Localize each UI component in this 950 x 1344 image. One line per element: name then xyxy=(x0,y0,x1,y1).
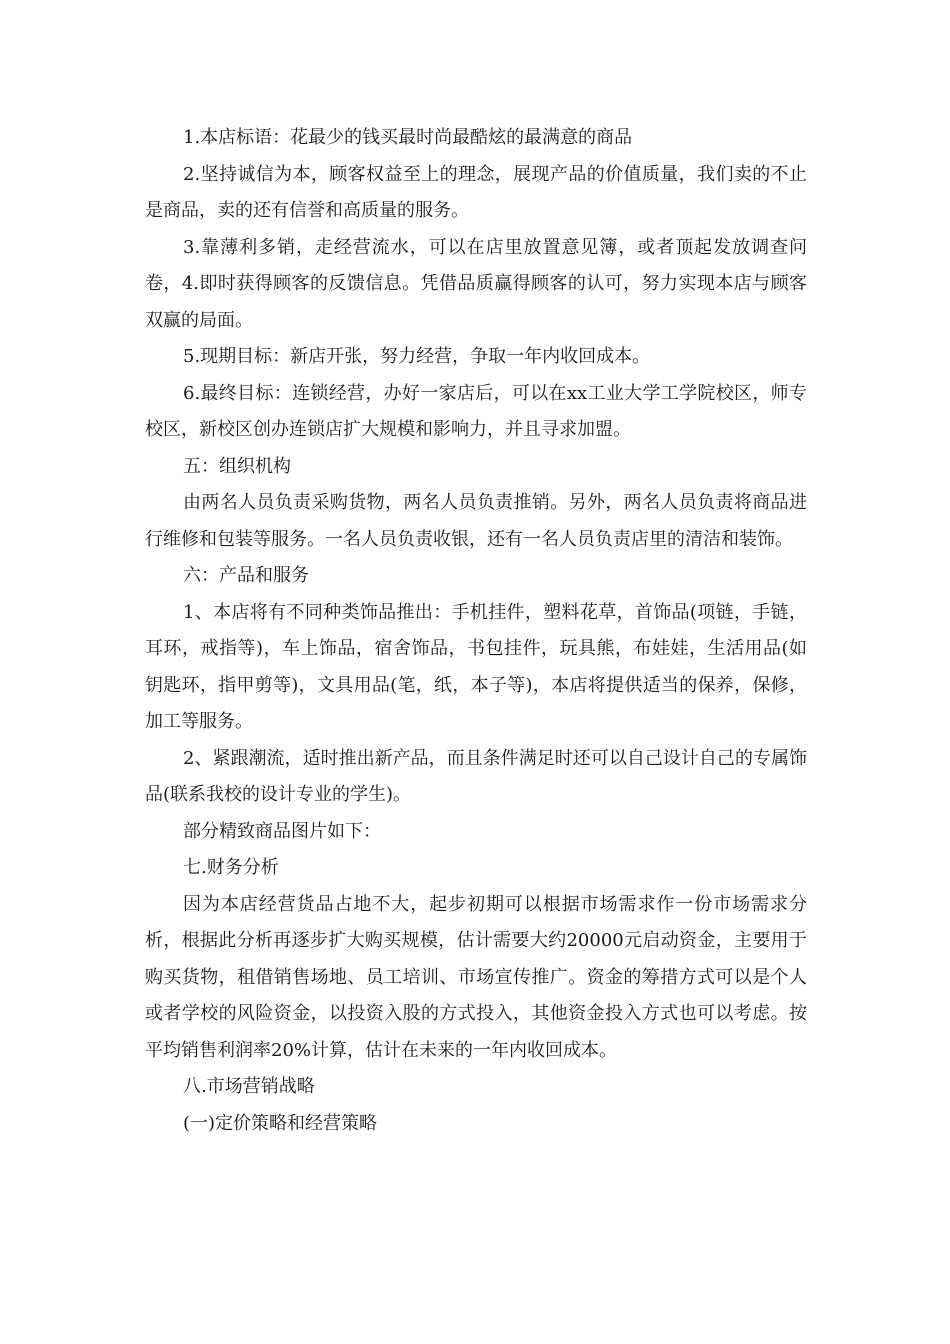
section-heading-organization: 五：组织机构 xyxy=(183,455,291,477)
paragraph-finance: 因为本店经营货品占地不大，起步初期可以根据市场需求作一份市场需求分析，根据此分析再逐步扩大购买规模，估计需要大约20000元启动资金，主要用于购买货物，租借销售场地、员工培训、市场宣传推广。资金的筹措方式可以是个人或者学校的风险资金，以投资入股的方式投入，其他资金投入方式也可以考虑。按平均销售利润率20%计算，估计在未来的一年内收回成本。 xyxy=(145,893,807,1061)
section-heading-finance: 七.财务分析 xyxy=(183,857,279,878)
subsection-heading-pricing: (一)定价策略和经营策略 xyxy=(183,1112,378,1134)
paragraph-feedback: 3.靠薄利多销，走经营流水，可以在店里放置意见簿，或者顶起发放调查问卷，4.即时获得顾客的反馈信息。凭借品质赢得顾客的认可，努力实现本店与顾客双赢的局面。 xyxy=(145,236,807,331)
paragraph-short-term-goal: 5.现期目标：新店开张，努力经营，争取一年内收回成本。 xyxy=(183,346,651,367)
paragraph-product-list: 1、本店将有不同种类饰品推出：手机挂件，塑料花草，首饰品(项链，手链，耳环，戒指等)，车上饰品，宿舍饰品，书包挂件，玩具熊，布娃娃，生活用品(如钥匙环，指甲剪等)，文具用品(笔，纸，本子等)，本店将提供适当的保养，保修，加工等服务。 xyxy=(145,601,807,732)
section-heading-marketing: 八.市场营销战略 xyxy=(183,1076,315,1097)
document-body xyxy=(145,120,807,1142)
paragraph-organization: 由两名人员负责采购货物，两名人员负责推销。另外，两名人员负责将商品进行维修和包装等服务。一名人员负责收银，还有一名人员负责店里的清洁和装饰。 xyxy=(145,492,807,550)
paragraph-slogan: 1.本店标语：花最少的钱买最时尚最酷炫的最满意的商品 xyxy=(183,127,633,148)
paragraph-product-images: 部分精致商品图片如下： xyxy=(183,820,381,842)
section-heading-products: 六：产品和服务 xyxy=(183,565,309,586)
paragraph-new-products: 2、紧跟潮流，适时推出新产品，而且条件满足时还可以自己设计自己的专属饰品(联系我校的设计专业的学生)。 xyxy=(145,747,807,805)
paragraph-final-goal: 6.最终目标：连锁经营，办好一家店后，可以在xx工业大学工学院校区，师专校区，新校区创办连锁店扩大规模和影响力，并且寻求加盟。 xyxy=(145,382,807,440)
paragraph-integrity: 2.坚持诚信为本，顾客权益至上的理念，展现产品的价值质量，我们卖的不止是商品，卖的还有信誉和高质量的服务。 xyxy=(145,163,807,221)
